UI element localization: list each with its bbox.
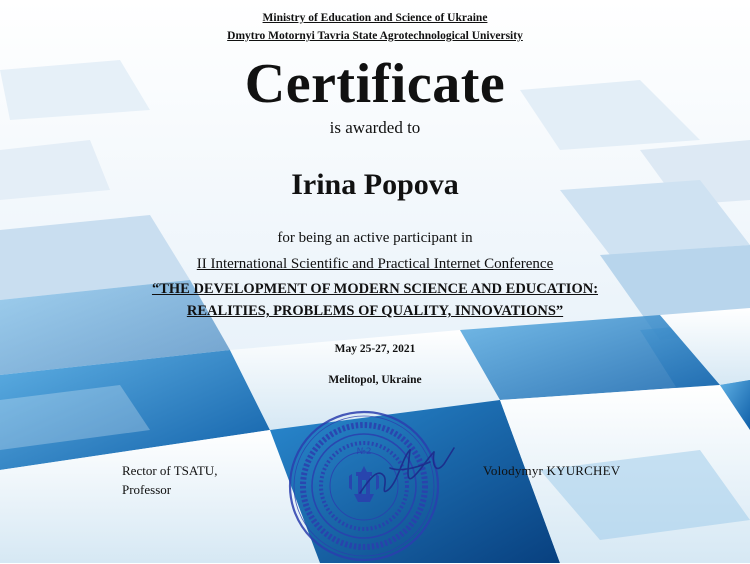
seal-number: №2 xyxy=(356,447,372,457)
handwritten-signature xyxy=(350,438,460,508)
awarded-line: is awarded to xyxy=(329,118,421,137)
recipient-name: Irina Popova xyxy=(291,168,459,201)
conference-name: II International Scientific and Practical Internet Conference xyxy=(196,256,554,272)
certificate-title: Certificate xyxy=(244,53,506,115)
participant-line: for being an active participant in xyxy=(277,230,473,246)
conference-theme-line-1: “THE DEVELOPMENT OF MODERN SCIENCE AND EDUCATION: xyxy=(151,281,599,297)
rector-position-line-1: Rector of TSATU, xyxy=(122,463,218,478)
rector-position-line-2: Professor xyxy=(122,482,172,497)
signatory-name: Volodymyr KYURCHEV xyxy=(483,463,621,478)
conference-location: Melitopol, Ukraine xyxy=(328,374,422,386)
rector-position xyxy=(122,461,217,499)
university-heading: Dmytro Motornyi Tavria State Agrotechnological University xyxy=(227,30,523,42)
conference-theme-line-2: REALITIES, PROBLEMS OF QUALITY, INNOVATIONS” xyxy=(186,303,564,319)
ministry-heading: Ministry of Education and Science of Ukraine xyxy=(262,12,488,24)
conference-dates: May 25-27, 2021 xyxy=(334,343,416,355)
